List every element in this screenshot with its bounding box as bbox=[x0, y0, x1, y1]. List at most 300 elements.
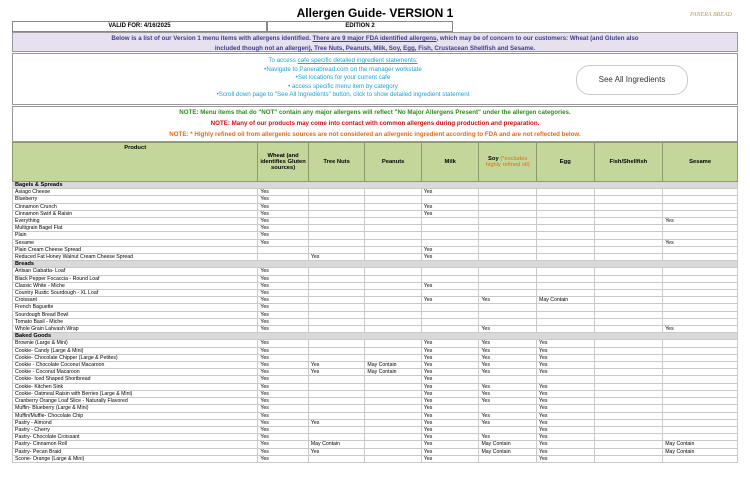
allergen-cell: Yes bbox=[537, 455, 595, 462]
allergen-cell bbox=[308, 268, 365, 275]
product-name: Cookie- Oatmeal Raisin with Berries (Large & Mini) bbox=[13, 390, 258, 397]
allergen-cell bbox=[365, 448, 422, 455]
allergen-cell: Yes bbox=[421, 297, 479, 304]
product-name: Cookie- Iced Shaped Shortbread bbox=[13, 376, 258, 383]
allergen-cell bbox=[365, 297, 422, 304]
allergen-cell: Yes bbox=[258, 290, 308, 297]
allergen-cell bbox=[365, 290, 422, 297]
allergen-cell bbox=[537, 239, 595, 246]
product-name: Sesame bbox=[13, 239, 258, 246]
allergen-cell: Yes bbox=[537, 412, 595, 419]
table-row bbox=[13, 196, 738, 203]
allergen-cell bbox=[594, 225, 663, 232]
allergen-cell: Yes bbox=[258, 455, 308, 462]
allergen-cell bbox=[537, 326, 595, 333]
allergen-cell bbox=[594, 196, 663, 203]
allergen-cell: Yes bbox=[258, 210, 308, 217]
allergen-cell: Yes bbox=[663, 326, 738, 333]
allergen-cell: Yes bbox=[258, 419, 308, 426]
table-row bbox=[13, 210, 738, 217]
allergen-cell bbox=[663, 311, 738, 318]
table-row bbox=[13, 405, 738, 412]
allergen-cell bbox=[421, 326, 479, 333]
allergen-cell bbox=[663, 282, 738, 289]
allergen-cell bbox=[421, 268, 479, 275]
allergen-cell bbox=[663, 347, 738, 354]
allergen-cell bbox=[308, 340, 365, 347]
allergen-cell bbox=[594, 326, 663, 333]
allergen-cell bbox=[365, 376, 422, 383]
allergen-cell bbox=[594, 218, 663, 225]
allergen-cell bbox=[479, 426, 537, 433]
product-name: Cranberry Orange Loaf Slice - Naturally Flavored bbox=[13, 398, 258, 405]
allergen-cell bbox=[594, 297, 663, 304]
allergen-cell bbox=[421, 239, 479, 246]
allergen-cell: Yes bbox=[537, 434, 595, 441]
allergen-cell bbox=[365, 268, 422, 275]
allergen-cell bbox=[308, 246, 365, 253]
allergen-cell: Yes bbox=[421, 426, 479, 433]
allergen-cell: Yes bbox=[258, 225, 308, 232]
allergen-cell bbox=[594, 210, 663, 217]
allergen-cell: Yes bbox=[421, 448, 479, 455]
allergen-cell bbox=[365, 419, 422, 426]
allergen-cell bbox=[365, 210, 422, 217]
allergen-cell bbox=[308, 232, 365, 239]
table-row bbox=[13, 311, 738, 318]
allergen-cell bbox=[308, 290, 365, 297]
allergen-cell bbox=[308, 218, 365, 225]
product-name: Pastry - Almond bbox=[13, 419, 258, 426]
product-name: Cookie- Candy (Large & Mini) bbox=[13, 347, 258, 354]
allergen-cell bbox=[663, 405, 738, 412]
allergen-cell bbox=[421, 225, 479, 232]
allergen-cell: Yes bbox=[308, 369, 365, 376]
allergen-cell: Yes bbox=[421, 376, 479, 383]
allergen-cell: Yes bbox=[537, 340, 595, 347]
allergen-cell bbox=[308, 434, 365, 441]
allergen-cell bbox=[479, 210, 537, 217]
allergen-cell bbox=[537, 225, 595, 232]
table-row bbox=[13, 441, 738, 448]
allergen-cell bbox=[421, 232, 479, 239]
allergen-cell: May Contain bbox=[537, 297, 595, 304]
allergen-cell bbox=[663, 426, 738, 433]
allergen-cell: Yes bbox=[479, 419, 537, 426]
allergen-cell bbox=[594, 426, 663, 433]
notes-section bbox=[12, 106, 738, 142]
product-name: Asiago Cheese bbox=[13, 189, 258, 196]
allergen-cell: Yes bbox=[258, 354, 308, 361]
note-no-allergens: NOTE: Menu items that do "NOT" contain any major allergens will reflect "No Major Allergens Present" under the allergen categories. bbox=[179, 109, 571, 116]
access-line-3: •Set locations for your current cafe bbox=[295, 74, 391, 82]
allergen-cell: Yes bbox=[258, 434, 308, 441]
allergen-cell bbox=[479, 246, 537, 253]
allergen-cell bbox=[308, 347, 365, 354]
table-row bbox=[13, 304, 738, 311]
allergen-cell bbox=[421, 196, 479, 203]
allergen-cell bbox=[365, 412, 422, 419]
header-product: Product bbox=[13, 143, 258, 182]
brand-logo: PANERA BREAD bbox=[690, 12, 732, 18]
allergen-cell bbox=[365, 354, 422, 361]
allergen-cell bbox=[663, 246, 738, 253]
allergen-cell bbox=[365, 304, 422, 311]
allergen-cell bbox=[365, 398, 422, 405]
category-row bbox=[13, 333, 738, 340]
allergen-cell: Yes bbox=[421, 254, 479, 261]
product-name: Cinnamon Swirl & Raisin bbox=[13, 210, 258, 217]
allergen-cell bbox=[594, 290, 663, 297]
allergen-cell bbox=[594, 419, 663, 426]
allergen-cell bbox=[365, 318, 422, 325]
allergen-cell: Yes bbox=[421, 347, 479, 354]
header-egg: Egg bbox=[537, 143, 595, 182]
allergen-cell bbox=[594, 455, 663, 462]
allergen-cell: Yes bbox=[421, 282, 479, 289]
allergen-cell: Yes bbox=[479, 354, 537, 361]
allergen-cell bbox=[537, 318, 595, 325]
allergen-cell bbox=[479, 189, 537, 196]
allergen-cell: Yes bbox=[258, 405, 308, 412]
intro-banner bbox=[12, 32, 738, 52]
allergen-cell: Yes bbox=[258, 282, 308, 289]
allergen-cell: Yes bbox=[258, 362, 308, 369]
header-soy bbox=[479, 143, 537, 182]
allergen-cell bbox=[365, 254, 422, 261]
allergen-cell bbox=[365, 189, 422, 196]
allergen-cell bbox=[258, 246, 308, 253]
allergen-cell: Yes bbox=[258, 412, 308, 419]
allergen-cell bbox=[594, 383, 663, 390]
allergen-cell: Yes bbox=[537, 383, 595, 390]
allergen-cell: Yes bbox=[663, 239, 738, 246]
allergen-cell bbox=[594, 441, 663, 448]
allergen-cell: Yes bbox=[421, 455, 479, 462]
allergen-cell: Yes bbox=[421, 354, 479, 361]
allergen-cell: Yes bbox=[258, 376, 308, 383]
allergen-cell bbox=[308, 311, 365, 318]
table-body bbox=[13, 182, 738, 463]
allergen-cell bbox=[479, 405, 537, 412]
allergen-cell bbox=[594, 304, 663, 311]
allergen-cell bbox=[365, 218, 422, 225]
header-milk: Milk bbox=[421, 143, 479, 182]
allergen-cell bbox=[594, 268, 663, 275]
allergen-cell: Yes bbox=[258, 398, 308, 405]
allergen-cell bbox=[594, 189, 663, 196]
allergen-cell bbox=[308, 376, 365, 383]
product-name: Pastry- Chocolate Croissant bbox=[13, 434, 258, 441]
allergen-cell bbox=[663, 412, 738, 419]
allergen-cell: Yes bbox=[479, 297, 537, 304]
allergen-cell bbox=[594, 232, 663, 239]
product-name: Sourdough Bread Bowl bbox=[13, 311, 258, 318]
product-name: Muffin/Muffie- Chocolate Chip bbox=[13, 412, 258, 419]
allergen-cell: Yes bbox=[537, 347, 595, 354]
allergen-cell bbox=[479, 196, 537, 203]
allergen-cell bbox=[421, 218, 479, 225]
allergen-cell bbox=[308, 390, 365, 397]
product-name: Pastry- Cinnamon Roll bbox=[13, 441, 258, 448]
allergen-cell bbox=[663, 297, 738, 304]
table-row bbox=[13, 412, 738, 419]
allergen-cell bbox=[594, 254, 663, 261]
allergen-cell: Yes bbox=[258, 268, 308, 275]
allergen-cell bbox=[365, 383, 422, 390]
table-row bbox=[13, 376, 738, 383]
allergen-cell: Yes bbox=[258, 196, 308, 203]
allergen-cell: Yes bbox=[258, 390, 308, 397]
table-row bbox=[13, 434, 738, 441]
allergen-cell: Yes bbox=[258, 232, 308, 239]
allergen-cell bbox=[421, 311, 479, 318]
table-row bbox=[13, 203, 738, 210]
header-peanuts: Peanuts bbox=[365, 143, 422, 182]
table-row bbox=[13, 390, 738, 397]
table-row bbox=[13, 340, 738, 347]
allergen-cell bbox=[663, 434, 738, 441]
access-line-2: •Navigate to Panerabread.com on the manager workstate bbox=[264, 65, 422, 73]
table-row bbox=[13, 448, 738, 455]
allergen-cell bbox=[663, 275, 738, 282]
allergen-cell bbox=[479, 318, 537, 325]
product-name: Pastry- Pecan Braid bbox=[13, 448, 258, 455]
allergen-cell bbox=[663, 290, 738, 297]
table-row bbox=[13, 398, 738, 405]
allergen-cell bbox=[594, 376, 663, 383]
allergen-cell bbox=[537, 304, 595, 311]
allergen-cell bbox=[365, 441, 422, 448]
allergen-cell bbox=[308, 282, 365, 289]
allergen-cell bbox=[594, 398, 663, 405]
allergen-cell bbox=[663, 419, 738, 426]
table-row bbox=[13, 426, 738, 433]
allergen-cell bbox=[365, 340, 422, 347]
table-row bbox=[13, 354, 738, 361]
allergen-cell bbox=[258, 254, 308, 261]
allergen-cell bbox=[308, 318, 365, 325]
allergen-cell: May Contain bbox=[365, 369, 422, 376]
access-line-4: • access specific menu item by category bbox=[288, 82, 398, 90]
allergen-cell bbox=[663, 210, 738, 217]
allergen-cell bbox=[308, 383, 365, 390]
allergen-cell bbox=[479, 203, 537, 210]
product-name: Plain Cream Cheese Spread bbox=[13, 246, 258, 253]
table-row bbox=[13, 254, 738, 261]
allergen-cell bbox=[594, 239, 663, 246]
allergen-cell: Yes bbox=[421, 203, 479, 210]
allergen-cell bbox=[308, 426, 365, 433]
see-all-ingredients-button[interactable]: See All Ingredients bbox=[576, 65, 688, 95]
product-name: Plain bbox=[13, 232, 258, 239]
allergen-cell: Yes bbox=[537, 390, 595, 397]
allergen-cell bbox=[594, 362, 663, 369]
allergen-cell bbox=[365, 239, 422, 246]
allergen-cell: Yes bbox=[258, 218, 308, 225]
allergen-cell: Yes bbox=[258, 275, 308, 282]
allergen-cell bbox=[308, 326, 365, 333]
table-row bbox=[13, 290, 738, 297]
product-name: Brownie (Large & Mini) bbox=[13, 340, 258, 347]
product-name: Reduced Fat Honey Walnut Cream Cheese Spread bbox=[13, 254, 258, 261]
allergen-cell bbox=[594, 275, 663, 282]
allergen-cell bbox=[421, 318, 479, 325]
allergen-cell: Yes bbox=[308, 419, 365, 426]
product-name: Everything bbox=[13, 218, 258, 225]
allergen-cell bbox=[308, 455, 365, 462]
allergen-cell: Yes bbox=[479, 412, 537, 419]
access-line-1 bbox=[193, 57, 493, 66]
allergen-cell bbox=[479, 218, 537, 225]
allergen-cell bbox=[663, 268, 738, 275]
allergen-cell bbox=[594, 434, 663, 441]
allergen-cell: Yes bbox=[537, 426, 595, 433]
allergen-cell bbox=[365, 203, 422, 210]
allergen-cell bbox=[594, 311, 663, 318]
allergen-cell bbox=[365, 390, 422, 397]
allergen-cell: May Contain bbox=[663, 448, 738, 455]
allergen-cell bbox=[365, 282, 422, 289]
allergen-cell: Yes bbox=[479, 390, 537, 397]
allergen-cell bbox=[479, 455, 537, 462]
allergen-cell: Yes bbox=[258, 318, 308, 325]
allergen-cell bbox=[308, 210, 365, 217]
allergen-cell: Yes bbox=[258, 369, 308, 376]
allergen-cell bbox=[594, 340, 663, 347]
product-name: Cookie- Kitchen Sink bbox=[13, 383, 258, 390]
table-row bbox=[13, 419, 738, 426]
allergen-cell: Yes bbox=[537, 441, 595, 448]
allergen-cell bbox=[479, 282, 537, 289]
allergen-cell bbox=[537, 268, 595, 275]
note-cross-contact: NOTE: Many of our products may come into contact with common allergens during production and preparation. bbox=[210, 120, 540, 127]
intro-text-b: , which may be of concern to our customers: Wheat (and Gluten also bbox=[436, 35, 639, 42]
allergen-cell bbox=[663, 369, 738, 376]
header-soy-label: Soy bbox=[488, 156, 499, 162]
table-row bbox=[13, 232, 738, 239]
category-label: Breads bbox=[13, 261, 738, 268]
category-label: Baked Goods bbox=[13, 333, 738, 340]
header-sesame: Sesame bbox=[663, 143, 738, 182]
allergen-cell: Yes bbox=[258, 426, 308, 433]
allergen-cell: Yes bbox=[258, 448, 308, 455]
product-name: Artisan Ciabatta- Loaf bbox=[13, 268, 258, 275]
intro-text-a: Below is a list of our Version 1 menu items with allergens identified. bbox=[111, 35, 313, 42]
table-row bbox=[13, 383, 738, 390]
allergen-cell: Yes bbox=[537, 369, 595, 376]
product-name: Croissant bbox=[13, 297, 258, 304]
allergen-cell bbox=[479, 268, 537, 275]
allergen-cell bbox=[594, 354, 663, 361]
allergen-cell bbox=[594, 390, 663, 397]
header-tree-nuts: Tree Nuts bbox=[308, 143, 365, 182]
allergen-cell: Yes bbox=[421, 383, 479, 390]
allergen-cell: Yes bbox=[537, 448, 595, 455]
allergen-cell bbox=[308, 412, 365, 419]
table-row bbox=[13, 268, 738, 275]
allergen-cell: May Contain bbox=[308, 441, 365, 448]
allergen-cell: Yes bbox=[308, 362, 365, 369]
allergen-cell bbox=[308, 354, 365, 361]
product-name: Pastry - Cherry bbox=[13, 426, 258, 433]
allergen-cell bbox=[663, 225, 738, 232]
note-refined-oil: NOTE: * Highly refined oil from allergenic sources are not considered an allergenic ingredient according to FDA and are not reflected below. bbox=[169, 131, 581, 138]
allergen-cell bbox=[479, 239, 537, 246]
allergen-cell: Yes bbox=[421, 405, 479, 412]
table-row bbox=[13, 225, 738, 232]
allergen-cell bbox=[663, 189, 738, 196]
allergen-cell bbox=[663, 390, 738, 397]
allergen-cell bbox=[308, 275, 365, 282]
allergen-cell bbox=[594, 203, 663, 210]
allergen-cell: Yes bbox=[258, 347, 308, 354]
allergen-cell bbox=[663, 232, 738, 239]
allergen-cell: Yes bbox=[258, 326, 308, 333]
header-wheat: Wheat (and identifies Gluten sources) bbox=[258, 143, 308, 182]
allergen-cell bbox=[308, 196, 365, 203]
allergen-cell bbox=[537, 232, 595, 239]
page-title: Allergen Guide- VERSION 1 bbox=[296, 6, 454, 20]
allergen-cell: Yes bbox=[663, 218, 738, 225]
table-row bbox=[13, 297, 738, 304]
product-name: Cinnamon Crunch bbox=[13, 203, 258, 210]
allergen-cell bbox=[365, 347, 422, 354]
intro-text-underlined: There are 9 major FDA identified allergens bbox=[312, 35, 437, 42]
allergen-cell bbox=[365, 275, 422, 282]
allergen-cell bbox=[594, 448, 663, 455]
allergen-cell bbox=[479, 254, 537, 261]
allergen-cell: Yes bbox=[421, 189, 479, 196]
allergen-cell bbox=[308, 189, 365, 196]
allergen-cell bbox=[594, 246, 663, 253]
allergen-cell: Yes bbox=[308, 448, 365, 455]
allergen-cell: Yes bbox=[479, 340, 537, 347]
access-line-1-link: cafe specific detailed ingredient statements: bbox=[297, 57, 418, 64]
allergen-cell bbox=[663, 196, 738, 203]
allergen-cell: Yes bbox=[421, 362, 479, 369]
allergen-cell bbox=[365, 426, 422, 433]
allergen-cell: Yes bbox=[479, 326, 537, 333]
allergen-cell: Yes bbox=[258, 304, 308, 311]
header-soy-note: (*excludes highly refined oil) bbox=[485, 156, 530, 168]
allergen-cell bbox=[308, 297, 365, 304]
product-name: Black Pepper Focaccia - Round Loaf bbox=[13, 275, 258, 282]
allergen-cell bbox=[537, 282, 595, 289]
allergen-cell bbox=[537, 275, 595, 282]
allergen-cell bbox=[663, 398, 738, 405]
allergen-cell: May Contain bbox=[663, 441, 738, 448]
allergen-cell bbox=[308, 239, 365, 246]
allergen-cell: Yes bbox=[537, 419, 595, 426]
product-name: Whole Grain Lahvash Wrap bbox=[13, 326, 258, 333]
allergen-cell bbox=[537, 203, 595, 210]
allergen-cell: Yes bbox=[421, 441, 479, 448]
allergen-cell bbox=[479, 290, 537, 297]
allergen-cell bbox=[365, 405, 422, 412]
allergen-cell: May Contain bbox=[365, 362, 422, 369]
allergen-cell: Yes bbox=[421, 434, 479, 441]
product-name: Multigrain Bagel Flat bbox=[13, 225, 258, 232]
table-row bbox=[13, 218, 738, 225]
allergen-cell bbox=[479, 225, 537, 232]
allergen-cell bbox=[663, 254, 738, 261]
allergen-cell: Yes bbox=[421, 340, 479, 347]
allergen-cell: Yes bbox=[421, 419, 479, 426]
intro-text-line2: included though not an allergen), Tree Nuts, Peanuts, Milk, Soy, Egg, Fish, Crustacean Shellfish and Sesame. bbox=[214, 44, 536, 52]
allergen-cell bbox=[594, 369, 663, 376]
allergen-cell: Yes bbox=[258, 441, 308, 448]
